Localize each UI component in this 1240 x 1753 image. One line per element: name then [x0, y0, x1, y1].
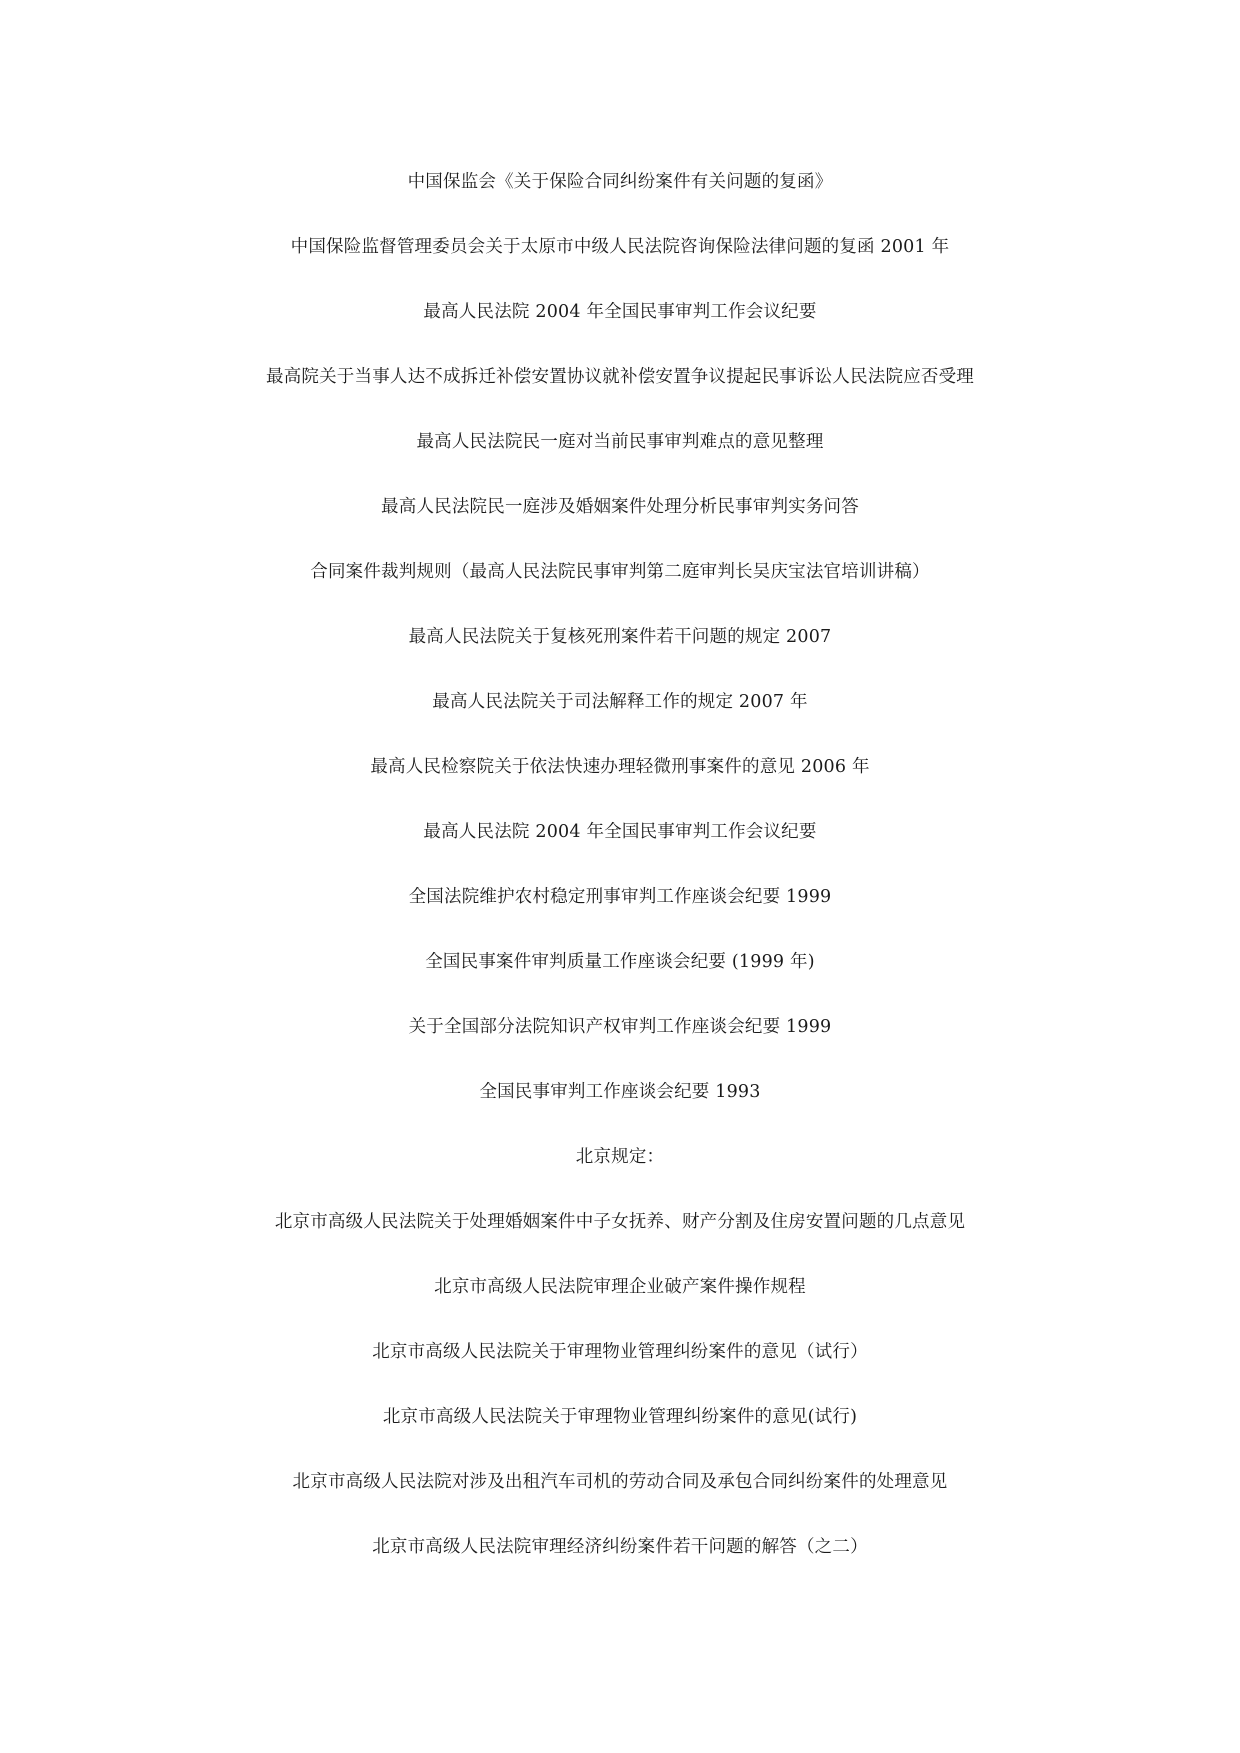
list-item: 最高人民法院民一庭对当前民事审判难点的意见整理 [416, 432, 824, 452]
list-item: 中国保监会《关于保险合同纠纷案件有关问题的复函》 [407, 172, 833, 192]
list-item: 北京市高级人民法院审理企业破产案件操作规程 [434, 1277, 806, 1297]
list-item: 北京市高级人民法院关于审理物业管理纠纷案件的意见（试行） [372, 1342, 868, 1362]
list-item: 关于全国部分法院知识产权审判工作座谈会纪要 1999 [408, 1017, 832, 1037]
list-item: 最高人民法院 2004 年全国民事审判工作会议纪要 [423, 822, 817, 842]
list-item: 北京市高级人民法院关于审理物业管理纠纷案件的意见(试行) [382, 1407, 858, 1427]
list-item: 最高人民法院关于复核死刑案件若干问题的规定 2007 [408, 627, 832, 647]
section-heading: 北京规定： [575, 1147, 665, 1167]
list-item: 最高人民法院 2004 年全国民事审判工作会议纪要 [423, 302, 817, 322]
list-item: 最高人民法院民一庭涉及婚姻案件处理分析民事审判实务问答 [381, 497, 859, 517]
list-item: 最高人民法院关于司法解释工作的规定 2007 年 [432, 692, 808, 712]
list-item: 北京市高级人民法院审理经济纠纷案件若干问题的解答（之二） [372, 1537, 868, 1557]
list-item: 中国保险监督管理委员会关于太原市中级人民法院咨询保险法律问题的复函 2001 年 [290, 237, 950, 257]
list-item: 全国法院维护农村稳定刑事审判工作座谈会纪要 1999 [408, 887, 832, 907]
list-item: 最高院关于当事人达不成拆迁补偿安置协议就补偿安置争议提起民事诉讼人民法院应否受理 [266, 367, 974, 387]
list-item: 北京市高级人民法院对涉及出租汽车司机的劳动合同及承包合同纠纷案件的处理意见 [292, 1472, 948, 1492]
list-item: 最高人民检察院关于依法快速办理轻微刑事案件的意见 2006 年 [370, 757, 870, 777]
list-item: 合同案件裁判规则（最高人民法院民事审判第二庭审判长吴庆宝法官培训讲稿） [310, 562, 930, 582]
list-item: 全国民事案件审判质量工作座谈会纪要 (1999 年) [425, 952, 815, 972]
list-item: 全国民事审判工作座谈会纪要 1993 [479, 1082, 761, 1102]
list-item: 北京市高级人民法院关于处理婚姻案件中子女抚养、财产分割及住房安置问题的几点意见 [274, 1212, 966, 1232]
document-title-list [0, 168, 1240, 1598]
